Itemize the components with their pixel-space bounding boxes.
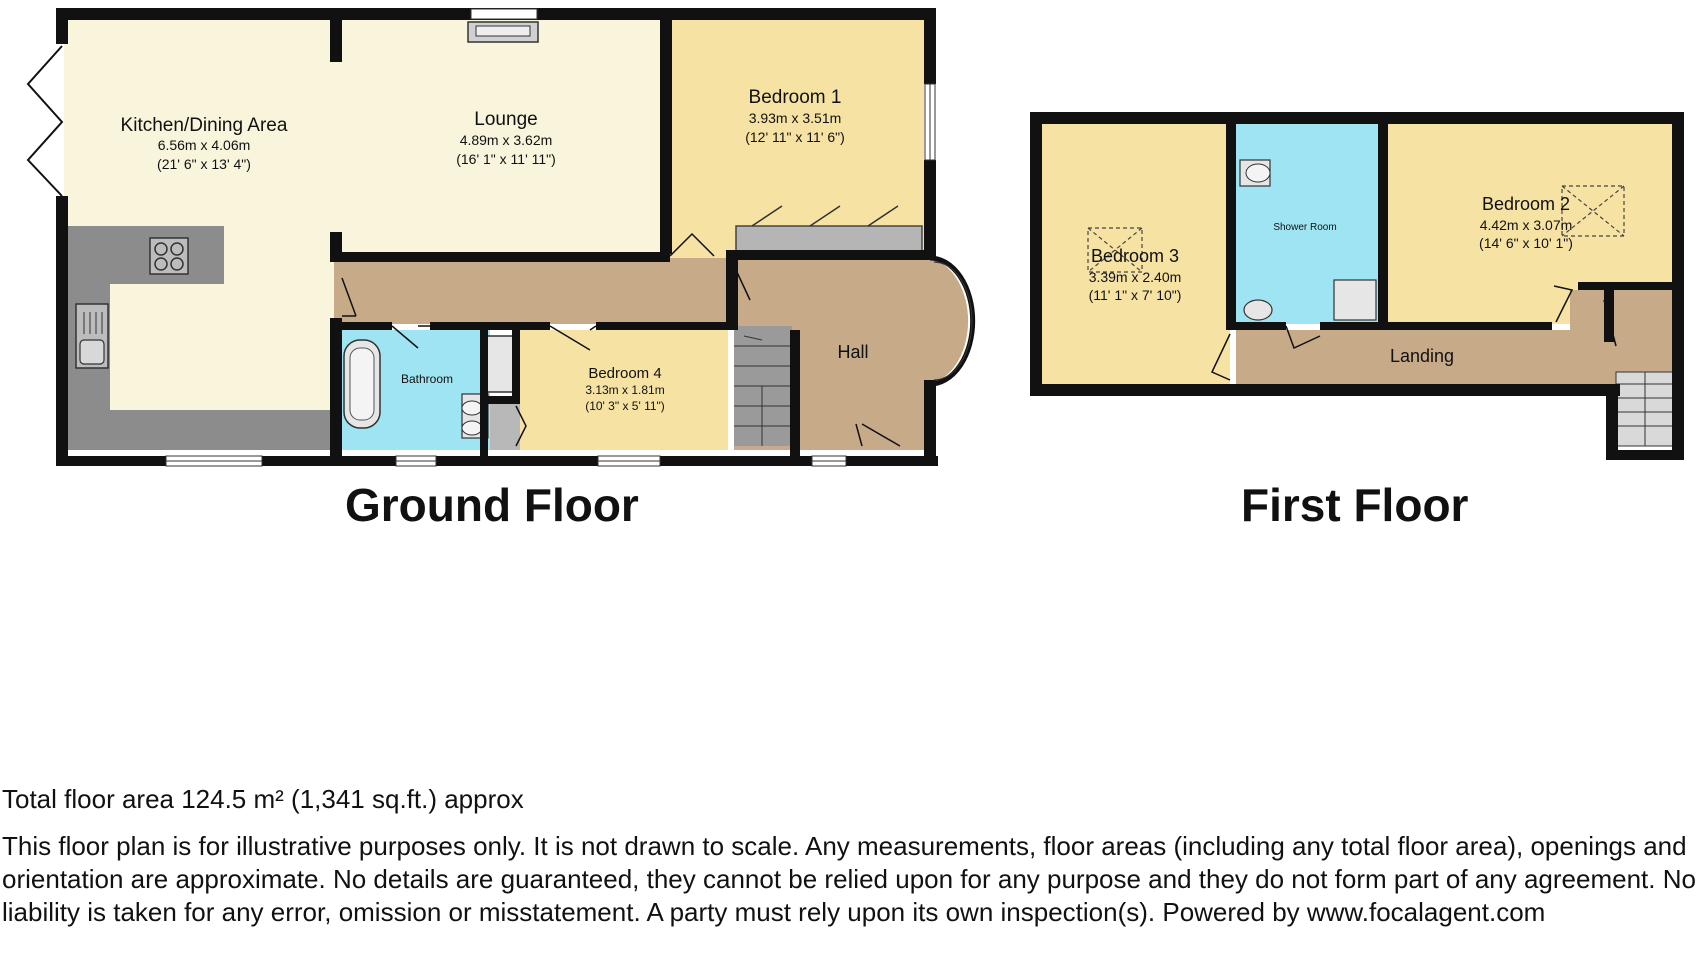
basin-icon	[1244, 300, 1272, 320]
shower-label: Shower Room	[1273, 222, 1337, 233]
bedroom4-metric: 3.13m x 1.81m	[585, 383, 665, 397]
patio-doors	[28, 46, 62, 196]
bedroom4-imperial: (10' 3" x 5' 11")	[585, 399, 665, 413]
total-floor-area: Total floor area 124.5 m² (1,341 sq.ft.) approx	[2, 784, 524, 814]
kitchen-metric: 6.56m x 4.06m	[157, 137, 251, 153]
bedroom1-label: Bedroom 1	[748, 87, 842, 108]
kitchen-imperial: (21' 6" x 13' 4")	[157, 156, 251, 172]
shower-tray-icon	[1334, 280, 1376, 320]
landing-label: Landing	[1389, 346, 1455, 366]
bedroom2-metric: 4.42m x 3.07m	[1479, 217, 1573, 233]
cupboard-floor	[490, 400, 520, 450]
hallway-floor	[334, 258, 734, 324]
bedroom1-imperial: (12' 11" x 11' 6")	[745, 129, 845, 145]
wardrobe	[736, 226, 922, 254]
bedroom4-label: Bedroom 4	[588, 365, 662, 382]
disclaimer-text: This floor plan is for illustrative purposes only. It is not drawn to scale. Any measurements, floor areas (including any total floor area), openings and orientation are approximate. No details are guaranteed, they cannot be relied upon for any purpose and they do not form part of any agreement. No liability is taken for any error, omission or misstatement. A party must rely upon its own inspection(s). Powered by www.focalagent.com	[2, 831, 1696, 927]
kitchen-label: Kitchen/Dining Area	[120, 115, 288, 136]
bedroom2-label: Bedroom 2	[1481, 194, 1571, 214]
bedroom3-label: Bedroom 3	[1090, 246, 1180, 266]
lounge-metric: 4.89m x 3.62m	[459, 132, 553, 148]
ground-floor-plan	[28, 8, 973, 466]
ground-floor-title: Ground Floor	[345, 479, 639, 531]
bedroom2-imperial: (14' 6" x 10' 1")	[1479, 235, 1573, 251]
bedroom1-metric: 3.93m x 3.51m	[748, 110, 842, 126]
hall-label: Hall	[837, 342, 869, 362]
bedroom3-metric: 3.39m x 2.40m	[1088, 269, 1182, 285]
hob-icon	[150, 238, 188, 274]
lounge-imperial: (16' 1" x 11' 11")	[456, 151, 556, 167]
bedroom3-imperial: (11' 1" x 7' 10")	[1088, 287, 1182, 303]
lounge-label: Lounge	[474, 109, 538, 130]
ground-stairs	[734, 326, 792, 446]
bathroom-label: Bathroom	[400, 372, 454, 386]
basin-icon	[486, 336, 514, 392]
first-floor-plan	[1030, 112, 1684, 460]
first-floor-title: First Floor	[1241, 479, 1469, 531]
